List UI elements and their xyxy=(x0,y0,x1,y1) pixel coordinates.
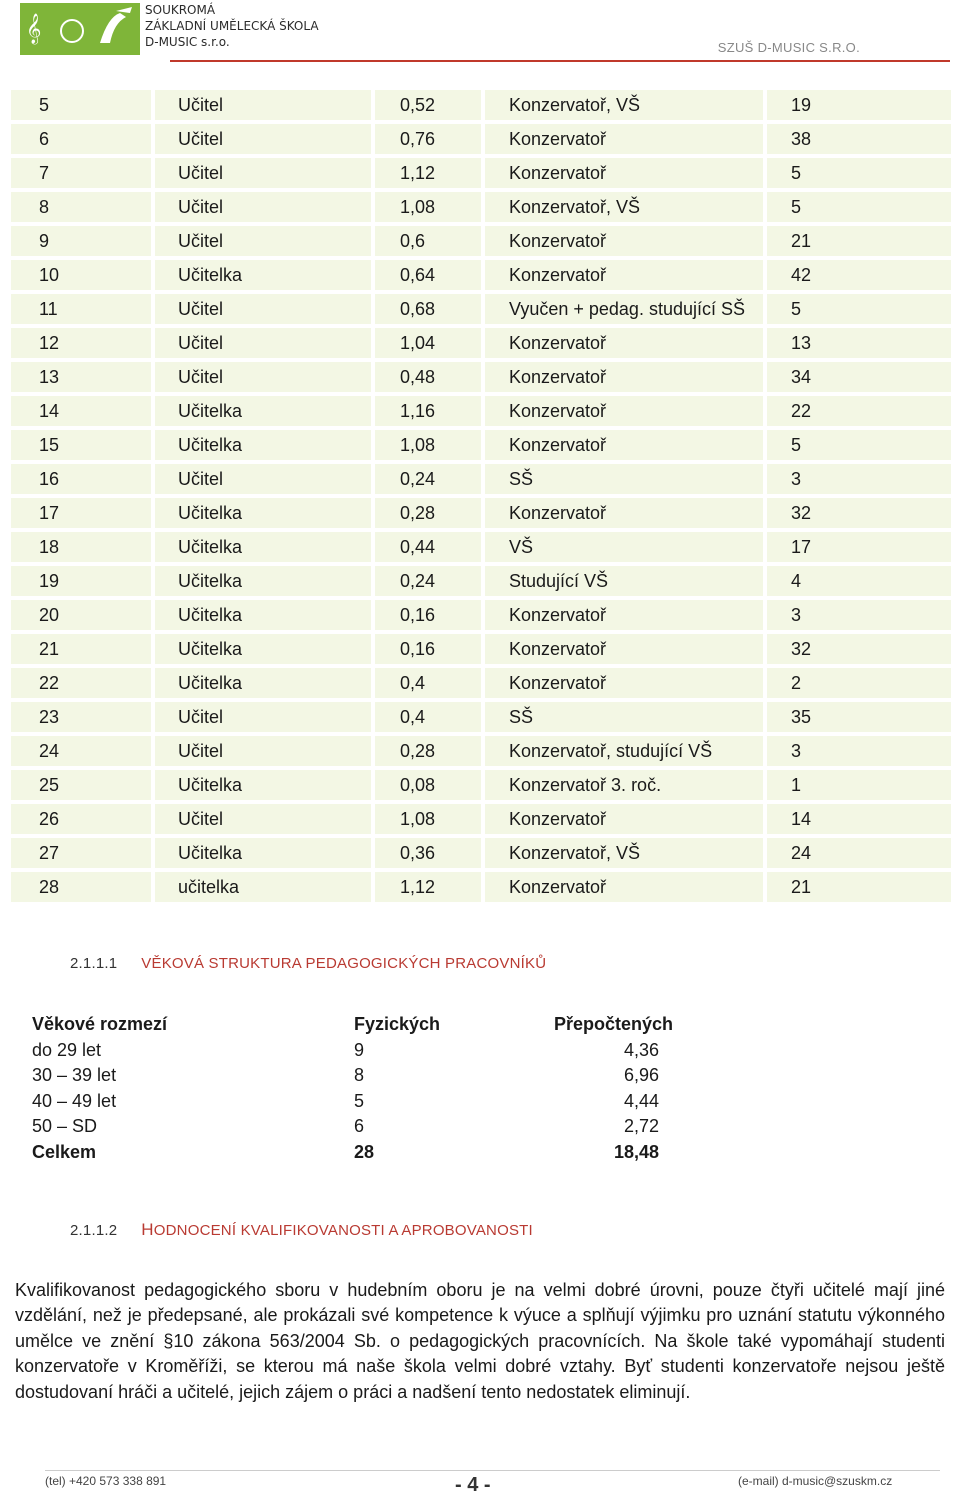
staff-role: Učitelka xyxy=(155,430,371,460)
age-physical: 8 xyxy=(354,1065,365,1086)
staff-education: Konzervatoř xyxy=(485,124,763,154)
staff-role: Učitel xyxy=(155,226,371,256)
staff-education: Konzervatoř xyxy=(485,226,763,256)
staff-years: 42 xyxy=(767,260,951,290)
page-number: - 4 - xyxy=(455,1474,491,1496)
footer-divider xyxy=(45,1470,940,1471)
staff-load: 0,4 xyxy=(375,702,481,732)
staff-role: Učitelka xyxy=(155,634,371,664)
table-row xyxy=(11,328,951,358)
staff-role: Učitel xyxy=(155,328,371,358)
staff-years: 24 xyxy=(767,838,951,868)
staff-education: Konzervatoř xyxy=(485,430,763,460)
staff-number: 5 xyxy=(11,90,151,120)
staff-years: 14 xyxy=(767,804,951,834)
staff-education: Konzervatoř, VŠ xyxy=(485,192,763,222)
staff-load: 1,04 xyxy=(375,328,481,358)
staff-load: 1,08 xyxy=(375,804,481,834)
age-range: 30 – 39 let xyxy=(32,1065,117,1086)
staff-years: 32 xyxy=(767,634,951,664)
table-row xyxy=(11,294,951,324)
staff-role: Učitelka xyxy=(155,600,371,630)
svg-text:𝄞: 𝄞 xyxy=(26,14,42,44)
staff-load: 0,24 xyxy=(375,566,481,596)
table-row xyxy=(11,498,951,528)
staff-number: 21 xyxy=(11,634,151,664)
school-logo xyxy=(20,3,140,55)
staff-load: 0,52 xyxy=(375,90,481,120)
staff-load: 0,64 xyxy=(375,260,481,290)
header-school-name: SZUŠ D-MUSIC S.R.O. xyxy=(717,40,860,55)
staff-number: 12 xyxy=(11,328,151,358)
staff-role: Učitelka xyxy=(155,668,371,698)
table-row xyxy=(11,702,951,732)
staff-education: Konzervatoř xyxy=(485,634,763,664)
table-row xyxy=(11,770,951,800)
staff-education: Konzervatoř, VŠ xyxy=(485,838,763,868)
staff-education: Konzervatoř xyxy=(485,600,763,630)
age-physical: 9 xyxy=(354,1039,365,1060)
age-header-converted: Přepočtených xyxy=(554,1014,674,1034)
staff-load: 0,68 xyxy=(375,294,481,324)
table-row xyxy=(11,192,951,222)
staff-number: 27 xyxy=(11,838,151,868)
staff-years: 19 xyxy=(767,90,951,120)
staff-role: Učitelka xyxy=(155,260,371,290)
age-total-physical: 28 xyxy=(354,1141,375,1162)
age-converted: 2,72 xyxy=(623,1116,659,1137)
staff-number: 24 xyxy=(11,736,151,766)
age-converted: 6,96 xyxy=(623,1065,659,1086)
staff-years: 5 xyxy=(767,192,951,222)
staff-table xyxy=(7,86,955,906)
section-title-initial: H xyxy=(141,1220,154,1239)
staff-load: 0,76 xyxy=(375,124,481,154)
staff-years: 21 xyxy=(767,226,951,256)
staff-years: 5 xyxy=(767,430,951,460)
staff-number: 20 xyxy=(11,600,151,630)
section-title: VĚKOVÁ STRUKTURA PEDAGOGICKÝCH PRACOVNÍKŮ xyxy=(141,955,547,972)
staff-years: 32 xyxy=(767,498,951,528)
staff-load: 0,36 xyxy=(375,838,481,868)
staff-number: 8 xyxy=(11,192,151,222)
staff-education: VŠ xyxy=(485,532,763,562)
staff-role: Učitel xyxy=(155,736,371,766)
staff-load: 1,08 xyxy=(375,430,481,460)
section-heading-age xyxy=(70,955,546,972)
age-header-physical: Fyzických xyxy=(354,1014,441,1034)
staff-role: Učitelka xyxy=(155,770,371,800)
staff-role: Učitelka xyxy=(155,532,371,562)
table-row xyxy=(11,736,951,766)
staff-load: 0,6 xyxy=(375,226,481,256)
staff-number: 6 xyxy=(11,124,151,154)
table-row xyxy=(11,804,951,834)
staff-education: Konzervatoř xyxy=(485,396,763,426)
age-physical: 5 xyxy=(354,1090,365,1111)
table-row xyxy=(11,226,951,256)
staff-number: 25 xyxy=(11,770,151,800)
staff-number: 28 xyxy=(11,872,151,902)
table-row xyxy=(11,532,951,562)
staff-number: 15 xyxy=(11,430,151,460)
staff-load: 0,48 xyxy=(375,362,481,392)
staff-years: 5 xyxy=(767,158,951,188)
staff-number: 11 xyxy=(11,294,151,324)
staff-years: 3 xyxy=(767,600,951,630)
staff-years: 3 xyxy=(767,736,951,766)
staff-role: Učitel xyxy=(155,362,371,392)
staff-load: 0,16 xyxy=(375,600,481,630)
staff-education: Konzervatoř xyxy=(485,668,763,698)
staff-years: 13 xyxy=(767,328,951,358)
table-row xyxy=(11,260,951,290)
age-row xyxy=(32,1063,714,1089)
staff-load: 0,16 xyxy=(375,634,481,664)
page-header xyxy=(0,0,960,64)
section-number: 2.1.1.2 xyxy=(70,1222,118,1239)
age-table-header xyxy=(32,1012,714,1038)
staff-number: 10 xyxy=(11,260,151,290)
staff-role: Učitel xyxy=(155,124,371,154)
staff-years: 38 xyxy=(767,124,951,154)
staff-education: Studující VŠ xyxy=(485,566,763,596)
staff-number: 17 xyxy=(11,498,151,528)
staff-education: Konzervatoř xyxy=(485,804,763,834)
staff-role: Učitel xyxy=(155,294,371,324)
logo-text xyxy=(145,2,319,50)
age-range: 40 – 49 let xyxy=(32,1090,117,1111)
header-divider xyxy=(170,60,950,62)
staff-years: 34 xyxy=(767,362,951,392)
staff-education: Konzervatoř xyxy=(485,260,763,290)
staff-education: Konzervatoř xyxy=(485,498,763,528)
table-row xyxy=(11,124,951,154)
staff-number: 7 xyxy=(11,158,151,188)
staff-role: Učitel xyxy=(155,192,371,222)
age-row xyxy=(32,1089,714,1115)
age-structure-table xyxy=(32,1012,714,1166)
staff-number: 22 xyxy=(11,668,151,698)
staff-role: Učitel xyxy=(155,702,371,732)
staff-role: Učitel xyxy=(155,464,371,494)
staff-number: 19 xyxy=(11,566,151,596)
staff-years: 21 xyxy=(767,872,951,902)
staff-education: Konzervatoř xyxy=(485,362,763,392)
table-row xyxy=(11,668,951,698)
staff-years: 35 xyxy=(767,702,951,732)
table-row xyxy=(11,872,951,902)
staff-load: 1,08 xyxy=(375,192,481,222)
table-row xyxy=(11,566,951,596)
age-converted: 4,44 xyxy=(623,1090,659,1111)
staff-number: 23 xyxy=(11,702,151,732)
staff-years: 17 xyxy=(767,532,951,562)
section-title: ODNOCENÍ KVALIFIKOVANOSTI A APROBOVANOSTI xyxy=(153,1222,533,1239)
age-physical: 6 xyxy=(354,1116,365,1137)
staff-number: 26 xyxy=(11,804,151,834)
table-row xyxy=(11,158,951,188)
section-heading-qualification xyxy=(70,1220,533,1240)
staff-load: 0,28 xyxy=(375,736,481,766)
staff-role: Učitel xyxy=(155,90,371,120)
logo-line-3: D-MUSIC s.r.o. xyxy=(145,35,230,49)
logo-line-1: SOUKROMÁ xyxy=(145,3,216,17)
age-converted: 4,36 xyxy=(623,1039,659,1060)
staff-role: Učitelka xyxy=(155,566,371,596)
staff-education: Konzervatoř, studující VŠ xyxy=(485,736,763,766)
staff-number: 18 xyxy=(11,532,151,562)
staff-role: Učitel xyxy=(155,158,371,188)
staff-number: 16 xyxy=(11,464,151,494)
table-row xyxy=(11,634,951,664)
staff-role: učitelka xyxy=(155,872,371,902)
age-range: do 29 let xyxy=(32,1039,102,1060)
table-row xyxy=(11,600,951,630)
age-total-row xyxy=(32,1140,714,1166)
staff-load: 0,28 xyxy=(375,498,481,528)
staff-years: 5 xyxy=(767,294,951,324)
staff-education: SŠ xyxy=(485,702,763,732)
staff-years: 22 xyxy=(767,396,951,426)
staff-education: Vyučen + pedag. studující SŠ xyxy=(485,294,763,324)
staff-years: 3 xyxy=(767,464,951,494)
staff-role: Učitelka xyxy=(155,838,371,868)
logo-line-2: ZÁKLADNÍ UMĚLECKÁ ŠKOLA xyxy=(145,19,319,33)
table-row xyxy=(11,464,951,494)
table-row xyxy=(11,362,951,392)
staff-education: Konzervatoř xyxy=(485,328,763,358)
age-total-converted: 18,48 xyxy=(613,1141,659,1162)
age-range: 50 – SD xyxy=(32,1116,98,1137)
table-row xyxy=(11,396,951,426)
staff-number: 13 xyxy=(11,362,151,392)
staff-education: Konzervatoř xyxy=(485,158,763,188)
age-header-range: Věkové rozmezí xyxy=(32,1014,168,1034)
staff-education: Konzervatoř, VŠ xyxy=(485,90,763,120)
staff-years: 4 xyxy=(767,566,951,596)
staff-table-body xyxy=(11,90,951,902)
staff-role: Učitelka xyxy=(155,498,371,528)
table-row xyxy=(11,838,951,868)
qualification-paragraph: Kvalifikovanost pedagogického sboru v hudebním oboru je na velmi dobré úrovni, pouze čtyři učitelé mají jiné vzdělání, než je předepsané, ale prokázali své kompetence k výuce a splňují výjimku pro uznání statutu výkonného umělce ve znění §10 zákona 563/2004 Sb. o pedagogických pracovnících. Na škole také vypomáhají studenti konzervatoře v Kroměříži, se kterou má naše škola velmi dobré vztahy. Byť studenti konzervatoře nejsou ještě dostudovaní hráči a učitelé, jejich zájem o práci a nadšení tento nedostatek eliminují. xyxy=(15,1280,945,1402)
age-row xyxy=(32,1114,714,1140)
footer-email: (e-mail) d-music@szuskm.cz xyxy=(738,1474,893,1488)
section-number: 2.1.1.1 xyxy=(70,955,118,972)
staff-years: 1 xyxy=(767,770,951,800)
staff-number: 9 xyxy=(11,226,151,256)
staff-load: 0,08 xyxy=(375,770,481,800)
age-total-label: Celkem xyxy=(32,1141,97,1162)
staff-role: Učitel xyxy=(155,804,371,834)
table-row xyxy=(11,430,951,460)
staff-education: Konzervatoř 3. roč. xyxy=(485,770,763,800)
staff-role: Učitelka xyxy=(155,396,371,426)
staff-load: 0,24 xyxy=(375,464,481,494)
staff-load: 1,16 xyxy=(375,396,481,426)
staff-education: SŠ xyxy=(485,464,763,494)
staff-load: 0,4 xyxy=(375,668,481,698)
table-row xyxy=(11,90,951,120)
staff-years: 2 xyxy=(767,668,951,698)
staff-load: 1,12 xyxy=(375,158,481,188)
staff-load: 1,12 xyxy=(375,872,481,902)
footer-phone: (tel) +420 573 338 891 xyxy=(45,1474,167,1488)
staff-load: 0,44 xyxy=(375,532,481,562)
staff-number: 14 xyxy=(11,396,151,426)
age-row xyxy=(32,1038,714,1064)
staff-education: Konzervatoř xyxy=(485,872,763,902)
